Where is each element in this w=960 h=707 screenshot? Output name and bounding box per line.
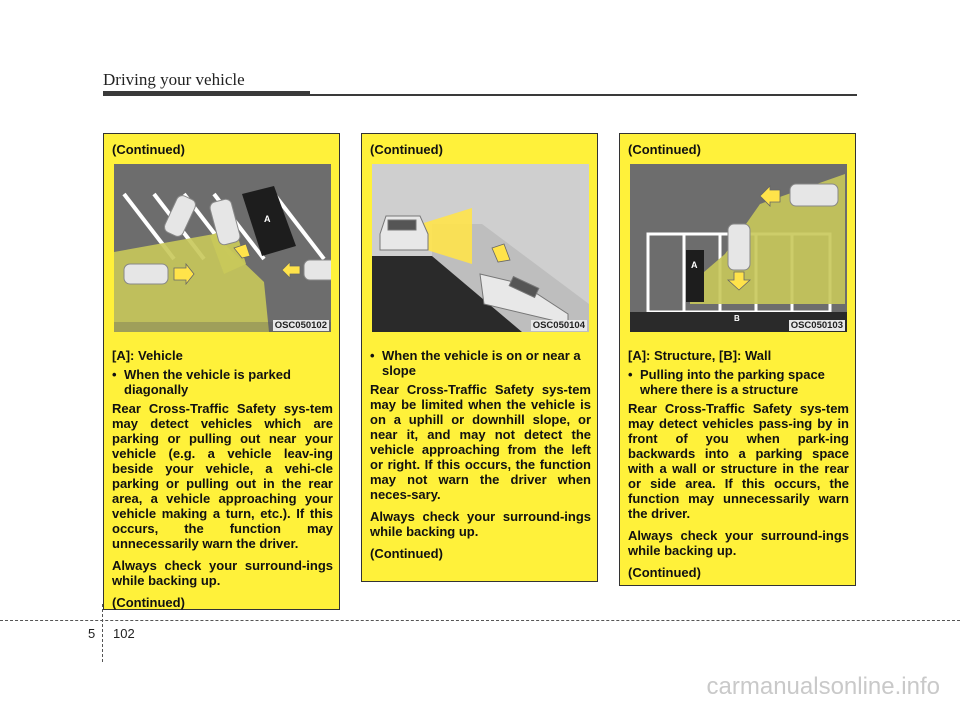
bullet-item [628, 367, 849, 397]
info-panel-diagonal-parking [103, 133, 340, 610]
footer-vertical-divider [102, 604, 103, 662]
figure-slope [372, 164, 589, 332]
bullet-dot: • [112, 367, 117, 382]
info-panel-slope [361, 133, 598, 582]
body-paragraph: Always check your surround-ings while backing up. [628, 528, 849, 558]
diagonal-parking-illustration [114, 164, 331, 332]
bullet-text: When the vehicle is parked diagonally [124, 367, 291, 397]
figure-label-b: B [734, 314, 740, 323]
structure-parking-illustration [630, 164, 847, 332]
panel-text [628, 348, 849, 587]
bullet-text: Pulling into the parking space where there is a structure [640, 367, 825, 397]
body-paragraph: Rear Cross-Traffic Safety sys-tem may detect vehicles pass-ing by in front of you when park-ing backwards into a parking space with a wall or structure in the rear or side area. If this occurs, the function may unnecessarily warn the driver. [628, 401, 849, 521]
continued-top-label: (Continued) [628, 142, 701, 157]
info-panel-structure [619, 133, 856, 586]
figure-label-a: A [691, 260, 698, 270]
panel-text [112, 348, 333, 617]
figure-code: OSC050102 [274, 320, 327, 331]
continued-top-label: (Continued) [112, 142, 185, 157]
body-paragraph: Always check your surround-ings while backing up. [370, 509, 591, 539]
continued-bottom-label: (Continued) [112, 595, 185, 610]
bullet-dot: • [628, 367, 633, 382]
chapter-number: 5 [88, 626, 96, 641]
panel-text [370, 348, 591, 568]
bullet-item [370, 348, 591, 378]
figure-legend: [A]: Vehicle [112, 348, 183, 363]
header-rule-thick [103, 91, 310, 96]
continued-top-label: (Continued) [370, 142, 443, 157]
header-rule-thin [310, 94, 857, 96]
body-paragraph: Always check your surround-ings while backing up. [112, 558, 333, 588]
body-paragraph: Rear Cross-Traffic Safety sys-tem may be limited when the vehicle is on a uphill or downhill slope, or near it, and may not detect the vehicle approaching from the left or right. If this occurs, the function may not warn the driver when neces-sary. [370, 382, 591, 502]
figure-code: OSC050104 [532, 320, 585, 331]
bullet-dot: • [370, 348, 375, 363]
page-number: 102 [113, 626, 135, 641]
figure-legend: [A]: Structure, [B]: Wall [628, 348, 772, 363]
page-header-title: Driving your vehicle [103, 70, 245, 89]
continued-bottom-label: (Continued) [370, 546, 443, 561]
figure-code: OSC050103 [790, 320, 843, 331]
watermark: carmanualsonline.info [706, 673, 940, 700]
bullet-text: When the vehicle is on or near a slope [382, 348, 581, 378]
slope-illustration [372, 164, 589, 332]
figure-structure [630, 164, 847, 332]
body-paragraph: Rear Cross-Traffic Safety sys-tem may detect vehicles which are parking or pulling out near your vehicle (e.g. a vehicle leav-ing beside your vehicle, a vehi-cle parking or pulling out in the rear area, a vehicle approaching your vehicle making a turn, etc.). If this occurs, the function may unnecessarily warn the driver. [112, 401, 333, 551]
figure-diagonal-parking [114, 164, 331, 332]
footer-divider [0, 620, 960, 621]
continued-bottom-label: (Continued) [628, 565, 701, 580]
bullet-item [112, 367, 333, 397]
figure-label-a: A [264, 214, 271, 224]
